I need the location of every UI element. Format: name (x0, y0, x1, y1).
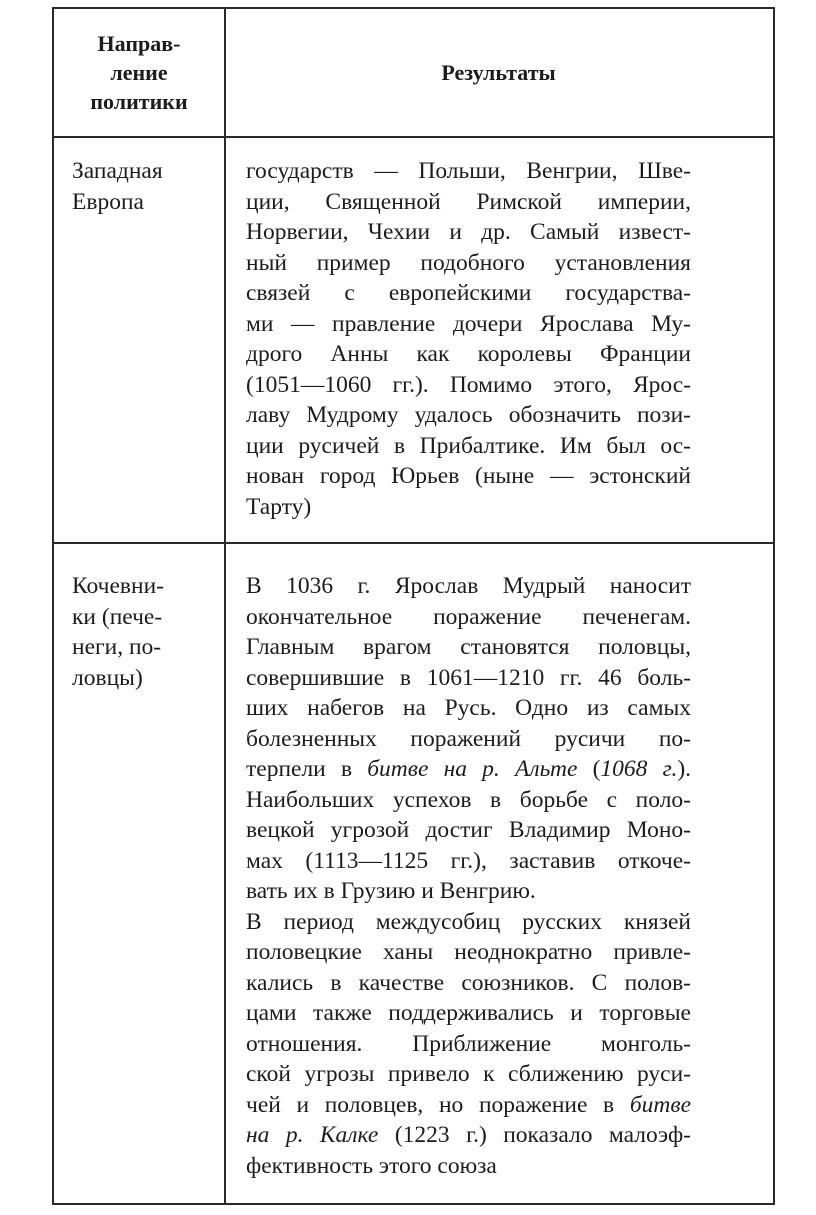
row-west-europe-direction: Западная Европа (72, 158, 163, 215)
battle-kalka-line-2: на р. Калке (1223 г.) показало малоэф- (246, 1122, 691, 1148)
policy-table (52, 7, 775, 1205)
row-divider (54, 542, 773, 544)
battle-kalka-line-1: чей и половцев, но поражение в битве (246, 1091, 691, 1118)
battle-kalka-italic-1: битве (629, 1091, 691, 1118)
battle-alta-year: 1068 г. (600, 756, 678, 782)
row-nomads-results: В 1036 г. Ярослав Мудрый наносит окончательное поражение печенегам. Главным врагом становятся половцы, совершившие в 1061—1210 гг. 46 боль- ших набегов на Русь. Одно из самых болезненных поражений русичи по- терпели в битве на р. Альте (1068 г.). Наибольших успехов в борьбе с поло- вецкой угрозой достиг Владимир Моно- мах (1113—1125 гг.), заставив откоче- вать их в Грузию и Венгрию. В период междусобиц русских князей половецкие ханы неоднократно привле- кались в качестве союзников. С полов- цами также поддерживались и торговые отношения. Приближение монголь- ской угрозы привело к сближению руси- чей и половцев, но поражение в битве на р. Калке (1223 г.) показало малоэф- фективность этого союза (246, 573, 692, 1179)
column-divider (224, 9, 226, 1203)
row-west-europe-results: государств — Польши, Венгрии, Шве- ции, Священной Римской империи, Норвегии, Чехии и др. Самый извест- ный пример подобного установления связей с европейскими государства- ми — правление дочери Ярослава Му- дрого Анны как королевы Франции (1051—1060 гг.). Помимо этого, Ярос- лаву Мудрому удалось обозначить пози- ции русичей в Прибалтике. Им был ос- нован город Юрьев (ныне — эстонский Тарту) (246, 158, 691, 520)
battle-alta-line: терпели в битве на р. Альте (1068 г.). (246, 756, 692, 782)
header-results: Результаты (441, 60, 556, 85)
battle-alta-italic: битве на р. Альте (367, 756, 578, 782)
header-direction: Направ- ление политики (90, 31, 188, 114)
header-divider (54, 136, 773, 138)
row-nomads-direction: Кочевни- ки (пече- неги, по- ловцы) (72, 573, 164, 691)
battle-kalka-italic-2: на р. Калке (246, 1122, 379, 1148)
